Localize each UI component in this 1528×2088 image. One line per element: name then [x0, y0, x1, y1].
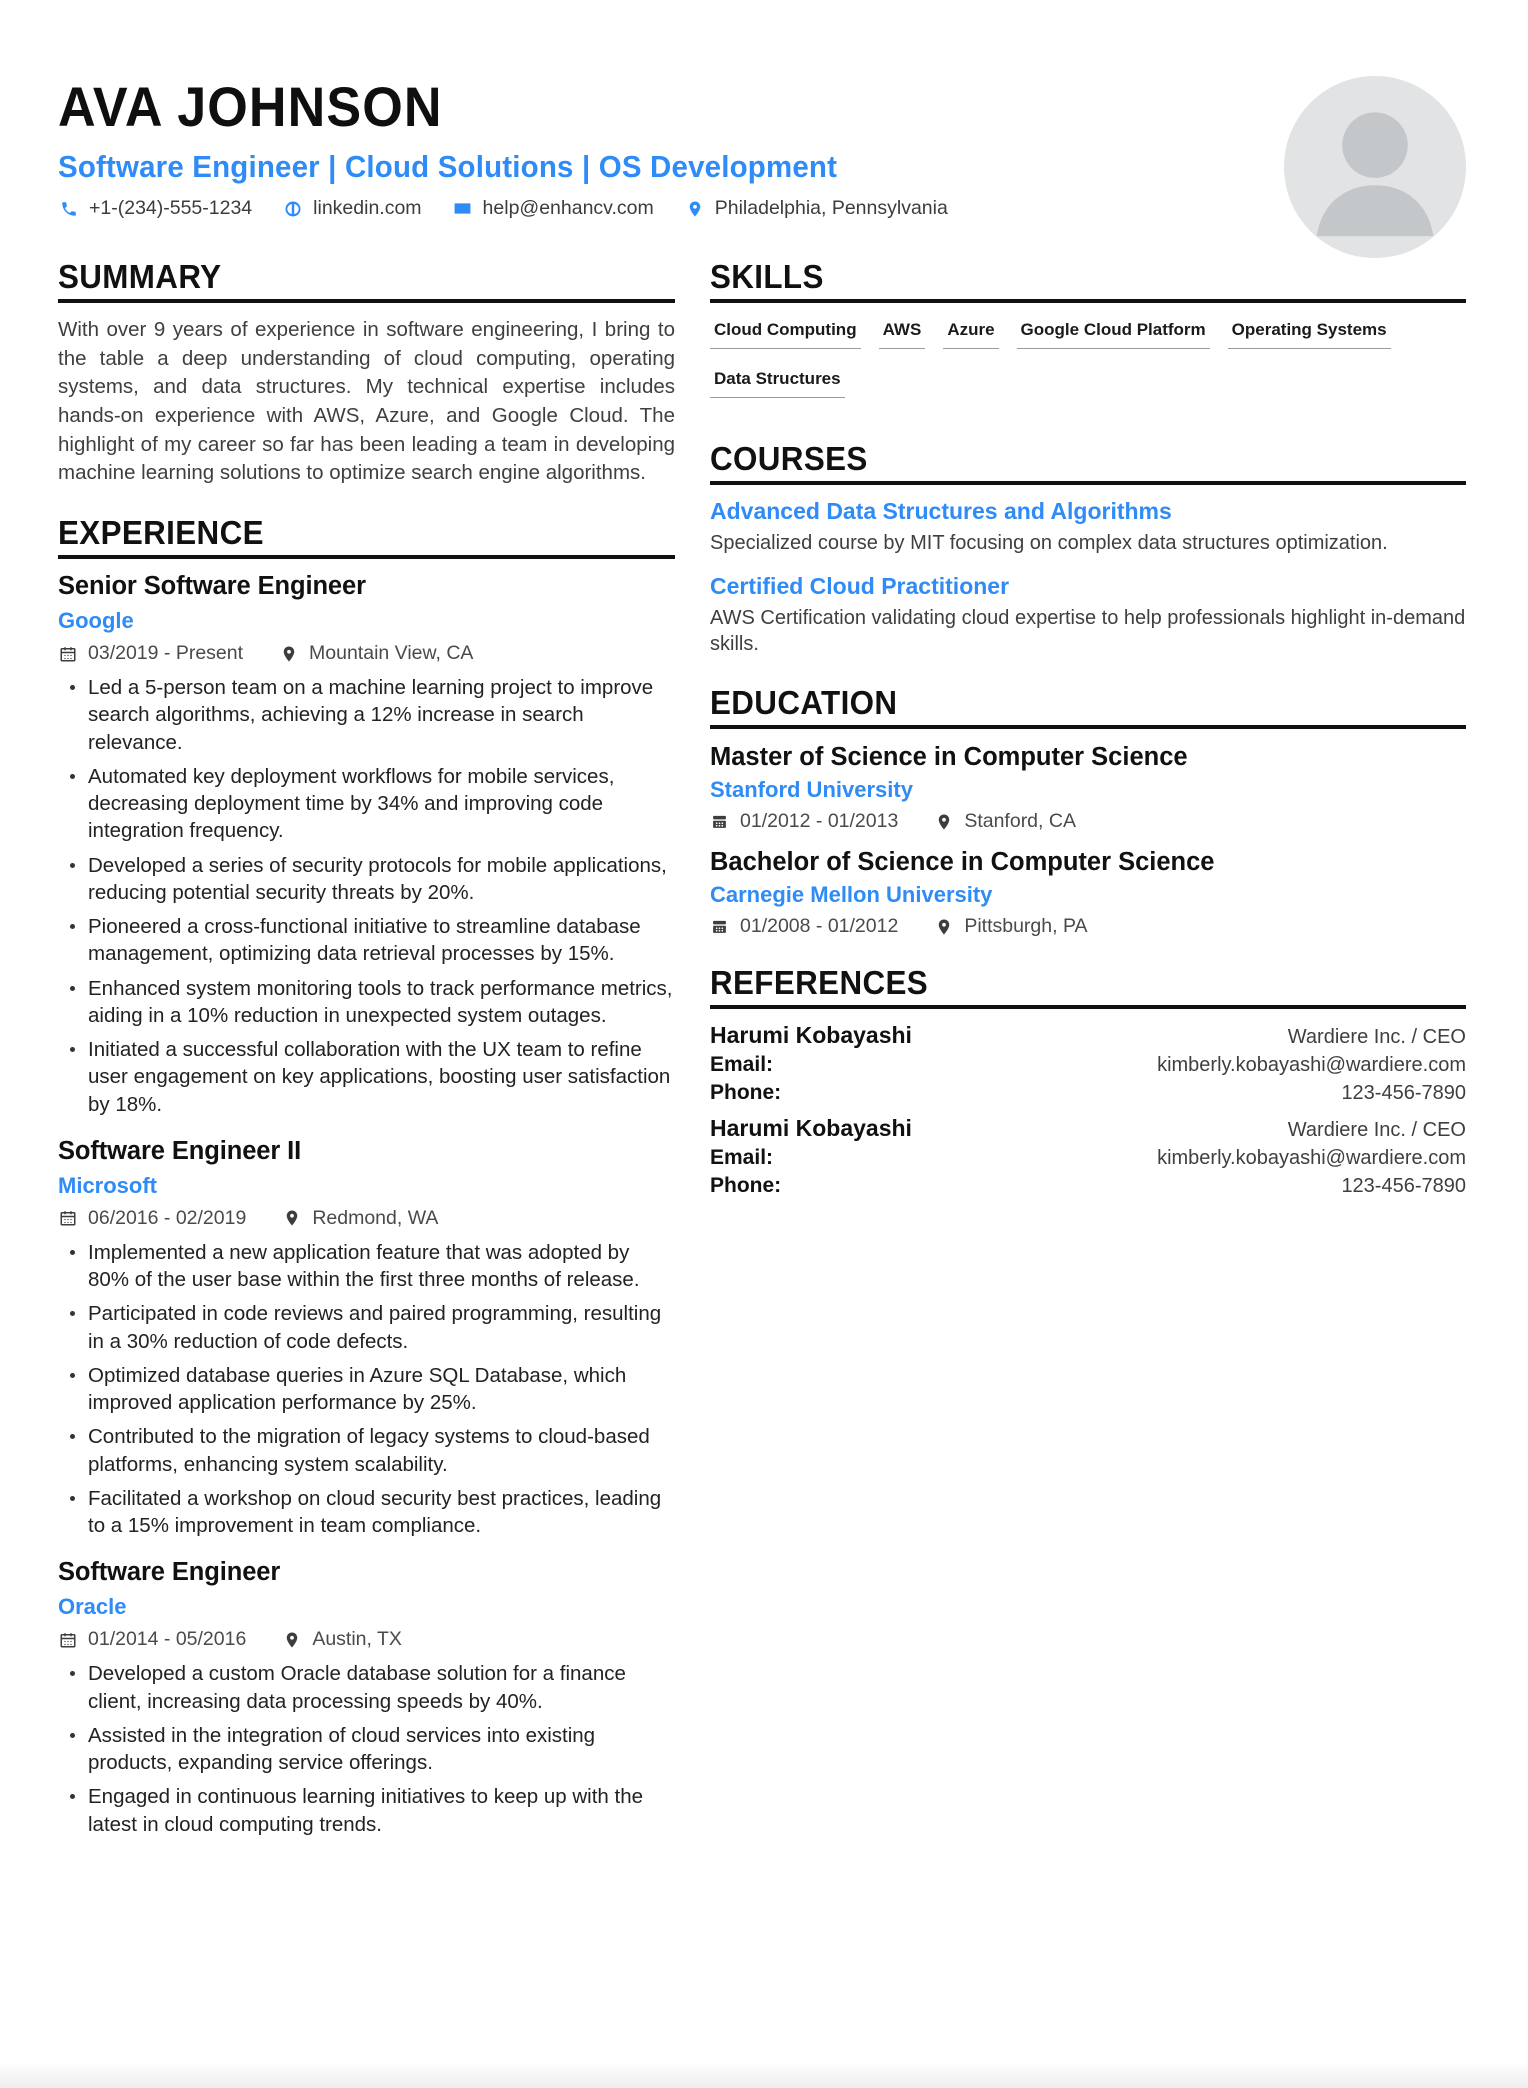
calendar-icon [58, 644, 77, 663]
job-location-text: Mountain View, CA [309, 642, 474, 665]
education-location-text: Stanford, CA [964, 810, 1076, 833]
experience-item [58, 1558, 675, 1838]
reference-phone-label: Phone: [710, 1081, 782, 1105]
bullet-item: Assisted in the integration of cloud services into existing products, expanding service offerings. [58, 1722, 675, 1777]
reference-email-row [710, 1146, 1466, 1170]
job-company[interactable]: Oracle [58, 1594, 127, 1620]
page-title: AVA JOHNSON [58, 75, 443, 138]
section-references [710, 964, 1466, 1198]
job-location-text: Austin, TX [312, 1628, 402, 1651]
right-column [710, 258, 1466, 1202]
job-location [282, 1628, 402, 1651]
skill-tag: Operating Systems [1228, 316, 1391, 349]
contact-linkedin[interactable] [282, 197, 421, 220]
job-meta [58, 1628, 675, 1651]
job-title: Software Engineer II [58, 1136, 302, 1165]
location-icon [282, 1209, 301, 1228]
experience-item [58, 1137, 675, 1540]
section-experience [58, 514, 675, 1838]
experience-item [58, 572, 675, 1118]
linkedin-icon [282, 199, 304, 219]
job-location-text: Redmond, WA [312, 1206, 439, 1229]
skills-heading: SKILLS [710, 258, 824, 295]
reference-item [710, 1022, 1466, 1105]
bullet-item: Engaged in continuous learning initiatives to keep up with the latest in cloud computing trends. [58, 1783, 675, 1838]
section-summary [58, 258, 675, 488]
bullet-item: Pioneered a cross-functional initiative to streamline database management, optimizing data retrieval processes by 15%. [58, 913, 675, 968]
course-title[interactable]: Advanced Data Structures and Algorithms [710, 498, 1172, 524]
education-location [934, 810, 1076, 833]
reference-email-value[interactable]: kimberly.kobayashi@wardiere.com [1157, 1054, 1466, 1077]
section-courses [710, 440, 1466, 658]
job-bullets [58, 1660, 675, 1838]
job-bullets [58, 674, 675, 1118]
left-column [58, 258, 675, 1838]
reference-email-label: Email: [710, 1146, 774, 1170]
skill-tag: Google Cloud Platform [1017, 316, 1210, 349]
calendar-icon [710, 917, 729, 936]
avatar [1284, 76, 1466, 258]
education-dates [710, 915, 898, 938]
job-dates [58, 1628, 246, 1651]
education-degree: Bachelor of Science in Computer Science [710, 848, 1215, 877]
bullet-item: Participated in code reviews and paired programming, resulting in a 30% reduction of code defects. [58, 1300, 675, 1355]
course-item [710, 573, 1466, 658]
education-dates [710, 810, 898, 833]
job-dates [58, 642, 243, 665]
course-description: Specialized course by MIT focusing on complex data structures optimization. [710, 531, 1388, 554]
bullet-item: Automated key deployment workflows for mobile services, decreasing deployment time by 34% and improving code integration frequency. [58, 763, 675, 845]
skill-tag: AWS [879, 316, 926, 349]
job-title: Senior Software Engineer [58, 572, 366, 601]
skill-tag: Data Structures [710, 365, 845, 398]
education-school[interactable]: Carnegie Mellon University [710, 882, 993, 908]
job-meta [58, 1207, 675, 1230]
education-school[interactable]: Stanford University [710, 777, 913, 803]
job-company[interactable]: Google [58, 608, 134, 634]
course-title[interactable]: Certified Cloud Practitioner [710, 573, 1010, 600]
reference-email-row [710, 1053, 1466, 1077]
contact-row [58, 197, 1466, 220]
calendar-icon [710, 812, 729, 831]
professional-headline: Software Engineer | Cloud Solutions | OS Development [58, 149, 838, 185]
reference-name: Harumi Kobayashi [710, 1115, 912, 1142]
contact-phone-text: +1-(234)-555-1234 [89, 197, 253, 220]
skills-list [710, 316, 1466, 414]
bullet-item: Implemented a new application feature that was adopted by 80% of the user base within the first three months of release. [58, 1239, 675, 1294]
bullet-item: Developed a custom Oracle database solution for a finance client, increasing data processing speeds by 40%. [58, 1660, 675, 1715]
bullet-item: Developed a series of security protocols for mobile applications, reducing potential security threats by 20%. [58, 852, 675, 907]
resume-body [58, 258, 1466, 1838]
email-icon [452, 199, 474, 219]
education-meta [710, 810, 1466, 833]
education-meta [710, 915, 1466, 938]
education-degree: Master of Science in Computer Science [710, 742, 1188, 771]
job-dates [58, 1207, 246, 1230]
reference-email-label: Email: [710, 1053, 774, 1077]
reference-name-row [710, 1115, 1466, 1142]
reference-phone-value[interactable]: 123-456-7890 [1341, 1175, 1466, 1198]
bullet-item: Initiated a successful collaboration with the UX team to refine user engagement on key applications, boosting user satisfaction by 18%. [58, 1036, 675, 1118]
reference-name: Harumi Kobayashi [710, 1022, 912, 1049]
contact-location-text: Philadelphia, Pennsylvania [714, 197, 948, 220]
courses-heading: COURSES [710, 440, 868, 477]
reference-phone-row [710, 1174, 1466, 1198]
summary-text: With over 9 years of experience in software engineering, I bring to the table a deep understanding of cloud computing, operating systems, and data structures. My technical expertise includes hands-on experience with AWS, Azure, and Google Cloud. The highlight of my career so far has been leading a team in developing machine learning solutions to optimize search engine algorithms. [58, 318, 675, 485]
contact-email-text: help@enhancv.com [482, 197, 654, 220]
calendar-icon [58, 1209, 77, 1228]
experience-divider [58, 555, 675, 559]
skill-tag: Azure [943, 316, 998, 349]
education-heading: EDUCATION [710, 683, 898, 721]
courses-divider [710, 481, 1466, 485]
job-bullets [58, 1239, 675, 1540]
job-location [282, 1207, 438, 1230]
section-education [710, 684, 1466, 938]
contact-phone[interactable] [58, 197, 252, 220]
course-description: AWS Certification validating cloud expertise to help professionals highlight in-demand skills. [710, 606, 1466, 656]
education-item [710, 742, 1466, 833]
reference-role: Wardiere Inc. / CEO [1287, 1119, 1466, 1142]
education-dates-text: 01/2012 - 01/2013 [740, 810, 899, 833]
location-icon [282, 1630, 301, 1649]
education-item [710, 847, 1466, 938]
summary-divider [58, 299, 675, 303]
education-divider [710, 725, 1466, 729]
skills-divider [710, 299, 1466, 303]
calendar-icon [58, 1630, 77, 1649]
contact-email[interactable] [452, 197, 654, 220]
job-dates-text: 01/2014 - 05/2016 [88, 1628, 247, 1651]
resume-header [58, 75, 1466, 228]
course-item [710, 498, 1466, 556]
bullet-item: Led a 5-person team on a machine learning project to improve search algorithms, achieving a 12% increase in search relevance. [58, 674, 675, 756]
education-location-text: Pittsburgh, PA [964, 915, 1088, 938]
reference-phone-label: Phone: [710, 1174, 782, 1198]
skill-tag: Cloud Computing [710, 316, 861, 349]
reference-item [710, 1115, 1466, 1198]
section-skills [710, 258, 1466, 414]
reference-email-value[interactable]: kimberly.kobayashi@wardiere.com [1157, 1147, 1466, 1170]
reference-name-row [710, 1022, 1466, 1049]
reference-phone-value[interactable]: 123-456-7890 [1341, 1082, 1466, 1105]
bullet-item: Facilitated a workshop on cloud security best practices, leading to a 15% improvement in team compliance. [58, 1485, 675, 1540]
references-divider [710, 1005, 1466, 1009]
references-heading: REFERENCES [710, 964, 929, 1002]
location-icon [934, 812, 953, 831]
reference-role: Wardiere Inc. / CEO [1287, 1026, 1466, 1049]
job-location [279, 642, 473, 665]
contact-location[interactable] [684, 197, 948, 220]
job-dates-text: 03/2019 - Present [88, 642, 244, 665]
job-company[interactable]: Microsoft [58, 1172, 157, 1198]
location-icon [279, 644, 298, 663]
location-icon [684, 199, 706, 219]
location-icon [934, 917, 953, 936]
summary-heading: SUMMARY [58, 258, 222, 295]
job-dates-text: 06/2016 - 02/2019 [88, 1206, 247, 1229]
reference-phone-row [710, 1081, 1466, 1105]
phone-icon [58, 199, 80, 219]
job-title: Software Engineer [58, 1558, 281, 1587]
education-dates-text: 01/2008 - 01/2012 [740, 915, 899, 938]
contact-linkedin-text: linkedin.com [313, 197, 422, 220]
education-location [934, 915, 1087, 938]
bullet-item: Contributed to the migration of legacy systems to cloud-based platforms, enhancing system scalability. [58, 1423, 675, 1478]
bullet-item: Optimized database queries in Azure SQL Database, which improved application performance by 25%. [58, 1362, 675, 1417]
bullet-item: Enhanced system monitoring tools to track performance metrics, aiding in a 10% reduction in unexpected system outages. [58, 975, 675, 1030]
experience-heading: EXPERIENCE [58, 514, 264, 552]
job-meta [58, 642, 675, 665]
